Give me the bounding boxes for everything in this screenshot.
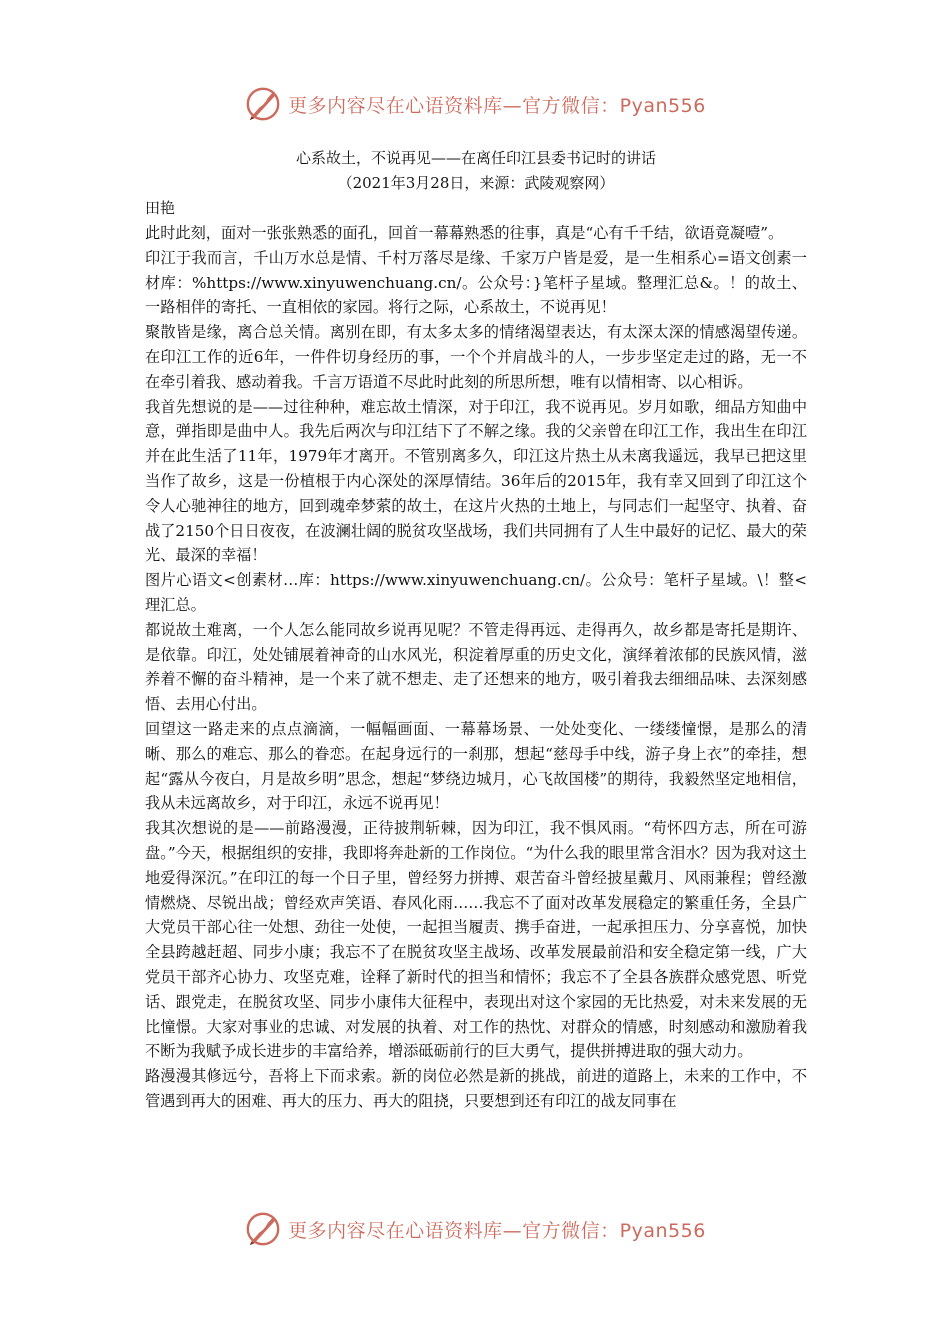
paragraph: 回望这一路走来的点点滴滴，一幅幅画面、一幕幕场景、一处处变化、一缕缕憧憬，是那么的清晰、那么的难忘、那么的眷恋。在起身远行的一刹那，想起“慈母手中线，游子身上衣”的牵挂，想起“露从今夜白，月是故乡明”思念，想起“梦绕边城月，心飞故国楼”的期待，我毅然坚定地相信，我从未远离故乡，对于印江，永远不说再见！ <box>145 719 807 813</box>
pen-logo-icon <box>244 85 282 123</box>
banner-text: 更多内容尽在心语资料库—官方微信：Pyan556 <box>288 94 706 117</box>
pen-logo-icon <box>244 1210 282 1248</box>
document-subtitle: （2021年3月28日，来源：武陵观察网） <box>337 174 615 192</box>
watermark-banner-bottom <box>0 1207 950 1251</box>
document-body <box>145 146 807 1114</box>
paragraph: 聚散皆是缘，离合总关情。离别在即，有太多太多的情绪渴望表达，有太深太深的情感渴望传递。在印江工作的近6年，一件件切身经历的事，一个个并肩战斗的人，一步步坚定走过的路，无一不在牵引着我、感动着我。千言万语道不尽此时此刻的所思所想，唯有以情相寄、以心相诉。 <box>145 323 807 391</box>
banner-text: 更多内容尽在心语资料库—官方微信：Pyan556 <box>288 1219 706 1242</box>
paragraph: 图片心语文<创素材…库：https://www.xinyuwenchuang.cn/。公众号：笔杆子星域。\！整<理汇总。 <box>145 571 807 614</box>
paragraph: 路漫漫其修远兮，吾将上下而求索。新的岗位必然是新的挑战，前进的道路上，未来的工作中，不管遇到再大的困难、再大的压力、再大的阻挠，只要想到还有印江的战友同事在 <box>145 1067 807 1110</box>
watermark-banner-top <box>0 82 950 126</box>
paragraph: 我首先想说的是——过往种种，难忘故土情深，对于印江，我不说再见。岁月如歌，细品方知曲中意，弹指即是曲中人。我先后两次与印江结下了不解之缘。我的父亲曾在印江工作，我出生在印江并在此生活了11年，1979年才离开。不管别离多久，印江这片热土从未离我遥远，我早已把这里当作了故乡，这是一份植根于内心深处的深厚情结。36年后的2015年，我有幸又回到了印江这个令人心驰神往的地方，回到魂牵梦萦的故土，在这片火热的土地上，与同志们一起坚守、执着、奋战了2150个日日夜夜，在波澜壮阔的脱贫攻坚战场，我们共同拥有了人生中最好的记忆、最大的荣光、最深的幸福！ <box>145 397 807 565</box>
paragraph: 此时此刻，面对一张张熟悉的面孔，回首一幕幕熟悉的往事，真是“心有千千结，欲语竟凝噎”。 <box>145 224 784 242</box>
paragraph: 都说故土难离，一个人怎么能同故乡说再见呢？不管走得再远、走得再久，故乡都是寄托是期许、是依靠。印江，处处铺展着神奇的山水风光，积淀着厚重的历史文化，演绎着浓郁的民族风情，滋养着不懈的奋斗精神，是一个来了就不想走、走了还想来的地方，吸引着我去细细品味、去深刻感悟、去用心付出。 <box>145 620 807 714</box>
paragraph: 印江于我而言，千山万水总是情、千村万落尽是缘、千家万户皆是爱，是一生相系心=语文创素一材库：%https://www.xinyuwenchuang.cn/。公众号：}笔杆子星域。整理汇总&。！的故土、一路相伴的寄托、一直相依的家园。将行之际，心系故土，不说再见！ <box>145 248 807 317</box>
paragraph: 我其次想说的是——前路漫漫，正待披荆斩棘，因为印江，我不惧风雨。“苟怀四方志，所在可游盘。”今天，根据组织的安排，我即将奔赴新的工作岗位。“为什么我的眼里常含泪水？因为我对这土地爱得深沉。”在印江的每一个日子里，曾经努力拼搏、艰苦奋斗曾经披星戴月、风雨兼程；曾经激情燃烧、尽锐出战；曾经欢声笑语、春风化雨……我忘不了面对改革发展稳定的繁重任务，全县广大党员干部心往一处想、劲往一处使，一起担当履责、携手奋进，一起承担压力、分享喜悦，加快全县跨越赶超、同步小康；我忘不了在脱贫攻坚主战场、改革发展最前沿和安全稳定第一线，广大党员干部齐心协力、攻坚克难，诠释了新时代的担当和情怀；我忘不了全县各族群众感党恩、听党话、跟党走，在脱贫攻坚、同步小康伟大征程中，表现出对这个家园的无比热爱，对未来发展的无比憧憬。大家对事业的忠诚、对发展的执着、对工作的热忱、对群众的情感，时刻感动和激励着我不断为我赋予成长进步的丰富给养，增添砥砺前行的巨大勇气，提供拼搏进取的强大动力。 <box>145 819 807 1061</box>
document-author: 田艳 <box>145 199 176 217</box>
document-title: 心系故土，不说再见——在离任印江县委书记时的讲话 <box>295 149 656 167</box>
